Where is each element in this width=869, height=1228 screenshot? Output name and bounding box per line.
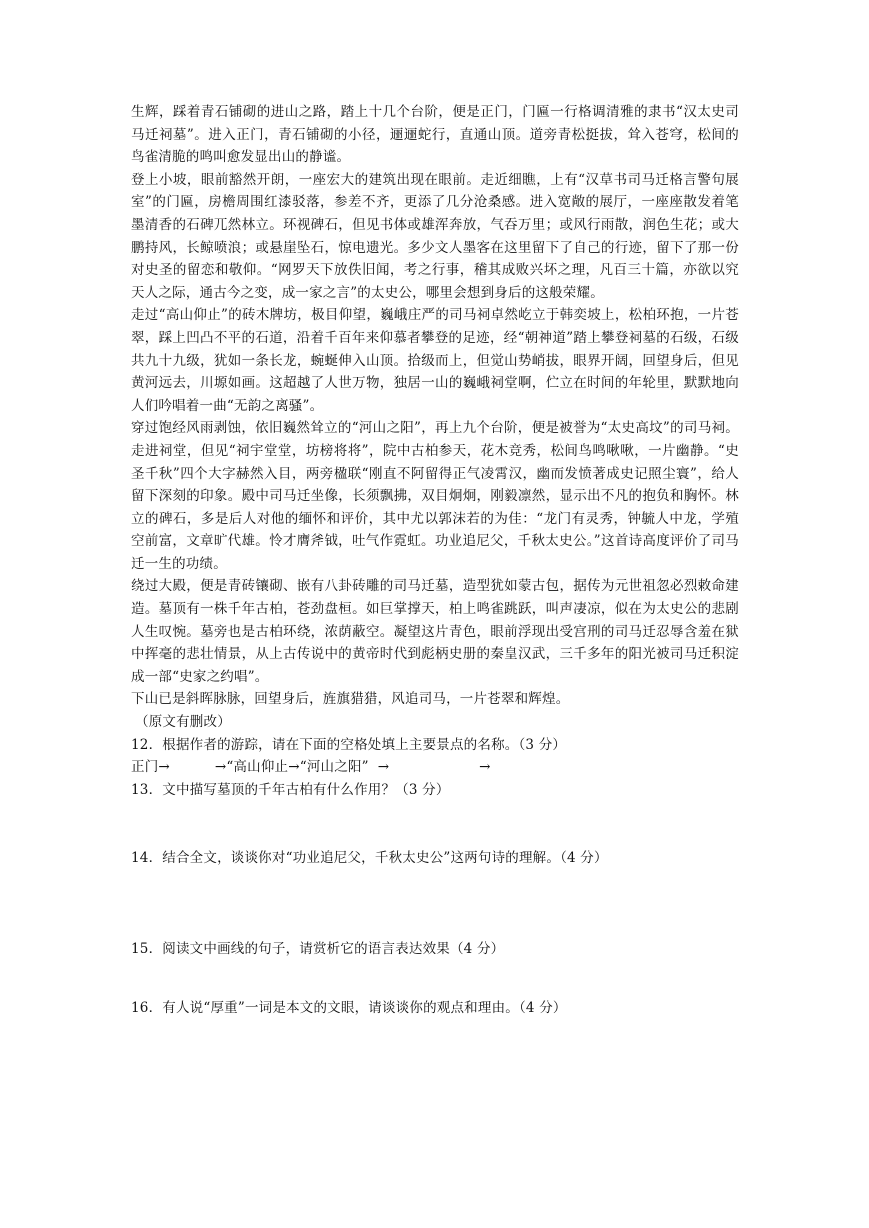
source-note: （原文有删改） — [135, 714, 231, 731]
question-12: 12．根据作者的游踪，请在下面的空格处填上主要景点的名称。（3 分） — [131, 736, 567, 753]
question-13: 13．文中描写墓顶的千年古柏有什么作用？（3 分） — [131, 781, 450, 798]
answer-space-14 — [131, 870, 739, 938]
document-page — [131, 101, 739, 1019]
paragraph-4: 穿过饱经风雨剥蚀，依旧巍然耸立的“河山之阳”，再上九个台阶，便是被誉为“太史高坟”的司马祠。走进祠堂，但见“祠宇堂堂，坊榜将将”，院中古柏参天，花木竞秀，松间鸟鸣啾啾，一片幽静。“史圣千秋”四个大字赫然入目，两旁楹联“刚直不阿留得正气凌霄汉，幽而发愤著成史记照尘寰”，给人留下深刻的印象。殿中司马迁坐像，长须飘拂，双目炯炯，刚毅凛然，显示出不凡的抱负和胸怀。林立的碑石，多是后人对他的缅怀和评价，其中尤以郭沫若的为佳：“龙门有灵秀，钟毓人中龙，学殖空前富，文章旷代雄。怜才膺斧钺，吐气作霓虹。功业追尼父，千秋太史公。”这首诗高度评价了司马迁一生的功绩。 — [131, 420, 739, 572]
paragraph-3: 走过“高山仰止”的砖木牌坊，极目仰望，巍峨庄严的司马祠卓然屹立于韩奕坡上，松柏环抱，一片苍翠，踩上凹凸不平的石道，沿着千百年来仰慕者攀登的足迹，经“朝神道”踏上攀登祠墓的石级，石级共九十九级，犹如一条长龙，蜿蜒伸入山顶。拾级而上，但觉山势峭拔，眼界开阔，回望身后，但见黄河远去，川塬如画。这超越了人世万物，独居一山的巍峨祠堂啊，伫立在时间的年轮里，默默地向人们吟唱着一曲“无韵之离骚”。 — [131, 307, 739, 414]
paragraph-1: 生辉，踩着青石铺砌的进山之路，踏上十几个台阶，便是正门，门匾一行格调清雅的隶书“汉太史司马迁祠墓”。进入正门，青石铺砌的小径，逦逦蛇行，直通山顶。道旁青松挺拔，耸入苍穹，松间的鸟雀清脆的鸣叫愈发显出山的静谧。 — [131, 104, 739, 166]
answer-space-13 — [131, 801, 739, 847]
question-15: 15．阅读文中画线的句子，请赏析它的语言表达效果（4 分） — [131, 941, 505, 957]
paragraph-5: 绕过大殿，便是青砖镶砌、嵌有八卦砖雕的司马迁墓，造型犹如蒙古包，据传为元世祖忽必烈敕命建造。墓顶有一株千年古柏，苍劲盘桓。如巨掌撑天，柏上鸣雀跳跃，叫声凄凉，似在为太史公的悲剧人生叹惋。墓旁也是古柏环绕，浓荫蔽空。凝望这片青色，眼前浮现出受宫刑的司马迁忍辱含羞在狱中挥毫的悲壮情景，从上古传说中的黄帝时代到彪柄史册的秦皇汉武，三千多年的阳光被司马迁积淀成一部“史家之约唱”。 — [131, 578, 739, 685]
question-12-route-line: 正门→ →“高山仰止→“河山之阳” → → — [131, 759, 491, 776]
question-16: 16．有人说“厚重”一词是本文的文眼，请谈谈你的观点和理由。（4 分） — [131, 999, 567, 1016]
paragraph-6: 下山已是斜晖脉脉，回望身后，旌旗猎猎，风追司马，一片苍翠和辉煌。 — [131, 691, 570, 708]
paragraph-2: 登上小坡，眼前豁然开朗，一座宏大的建筑出现在眼前。走近细瞧，上有“汉草书司马迁格言警句展室”的门匾，房檐周围红漆驳落，参差不齐，更添了几分沧桑感。进入宽敞的展厅，一座座散发着笔墨清香的石碑兀然林立。环视碑石，但见书体或雄浑奔放，气吞万里；或风行雨散，润色生花；或大鹏持风，长鲸喷浪；或悬崖坠石，惊电遗光。多少文人墨客在这里留下了自己的行迹，留下了那一份对史圣的留恋和敬仰。“网罗天下放佚旧闻，考之行事，稽其成败兴坏之理，凡百三十篇，亦欲以究天人之际，通古今之变，成一家之言”的太史公，哪里会想到身后的这般荣耀。 — [131, 171, 739, 301]
question-14: 14．结合全文，谈谈你对“功业追尼父，千秋太史公”这两句诗的理解。（4 分） — [131, 850, 608, 867]
answer-space-15 — [131, 961, 739, 997]
